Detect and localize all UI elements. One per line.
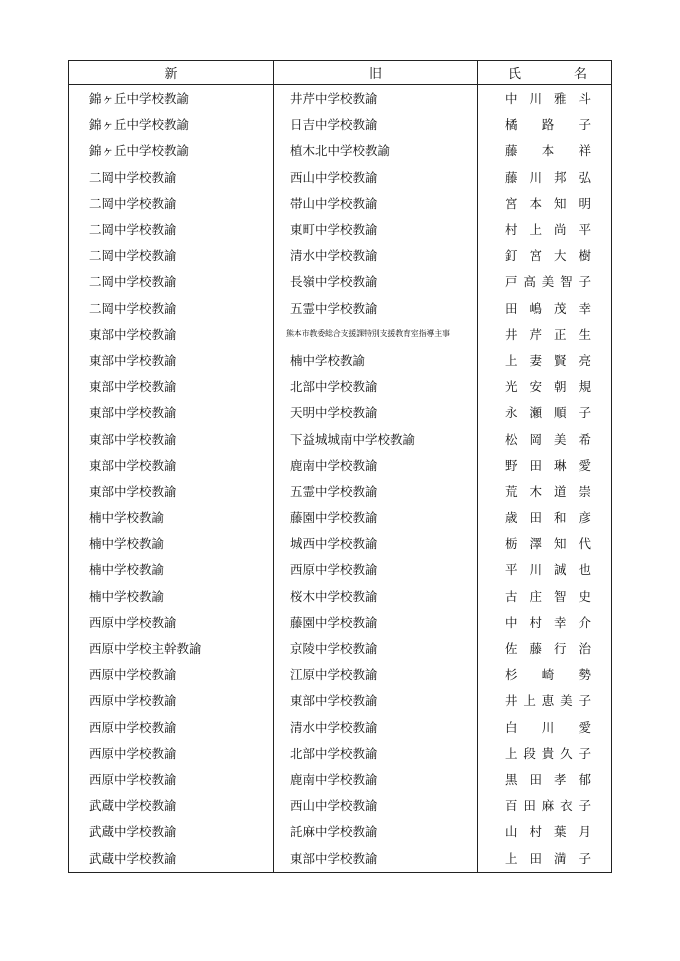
table-row	[69, 216, 612, 242]
table-header	[69, 61, 612, 85]
person-name: 中 村 幸 介	[505, 614, 591, 630]
new-position-cell: 楠中学校教諭	[69, 583, 274, 609]
old-position-cell: 熊本市教委総合支援課特別支援教育室指導主事	[274, 321, 478, 347]
old-position-cell: 植木北中学校教諭	[274, 137, 478, 163]
table-row	[69, 556, 612, 582]
new-position-cell: 西原中学校教諭	[69, 766, 274, 792]
header-name-part-1: 氏	[508, 67, 522, 82]
name-cell	[478, 844, 612, 873]
header-old-position: 旧	[274, 61, 478, 85]
header-name-part-2: 名	[573, 67, 587, 82]
old-position-cell: 東町中学校教諭	[274, 216, 478, 242]
old-position-cell: 天明中学校教諭	[274, 399, 478, 425]
table-row	[69, 373, 612, 399]
person-name: 荒 木 道 崇	[505, 483, 591, 499]
table-row	[69, 792, 612, 818]
old-position-cell: 京陵中学校教諭	[274, 635, 478, 661]
new-position-cell: 錦ヶ丘中学校教諭	[69, 111, 274, 137]
name-cell	[478, 242, 612, 268]
old-position-cell: 清水中学校教諭	[274, 242, 478, 268]
table-row	[69, 190, 612, 216]
name-cell	[478, 530, 612, 556]
new-position-cell: 西原中学校教諭	[69, 687, 274, 713]
table-row	[69, 818, 612, 844]
new-position-cell: 楠中学校教諭	[69, 556, 274, 582]
new-position-cell: 西原中学校教諭	[69, 714, 274, 740]
new-position-cell: 二岡中学校教諭	[69, 295, 274, 321]
person-name: 松 岡 美 希	[505, 431, 591, 447]
person-name: 白 川 愛	[505, 719, 591, 735]
new-position-cell: 東部中学校教諭	[69, 452, 274, 478]
old-position-cell: 桜木中学校教諭	[274, 583, 478, 609]
name-cell	[478, 190, 612, 216]
table-row	[69, 452, 612, 478]
old-position-cell: 藤園中学校教諭	[274, 504, 478, 530]
new-position-cell: 東部中学校教諭	[69, 399, 274, 425]
table-row	[69, 714, 612, 740]
table-row	[69, 242, 612, 268]
name-cell	[478, 661, 612, 687]
person-name: 井 上 恵 美 子	[505, 693, 591, 709]
name-cell	[478, 321, 612, 347]
old-position-cell: 長嶺中学校教諭	[274, 268, 478, 294]
person-name: 野 田 琳 愛	[505, 457, 591, 473]
table-row	[69, 85, 612, 112]
person-name: 田 嶋 茂 幸	[505, 300, 591, 316]
table-row	[69, 687, 612, 713]
name-cell	[478, 111, 612, 137]
new-position-cell: 武蔵中学校教諭	[69, 844, 274, 873]
person-name: 戸 高 美 智 子	[505, 274, 591, 290]
old-position-cell: 西原中学校教諭	[274, 556, 478, 582]
name-cell	[478, 766, 612, 792]
person-name: 上 段 貴 久 子	[505, 745, 591, 761]
new-position-cell: 武蔵中学校教諭	[69, 792, 274, 818]
table-row	[69, 661, 612, 687]
name-cell	[478, 478, 612, 504]
name-cell	[478, 347, 612, 373]
old-position-cell: 城西中学校教諭	[274, 530, 478, 556]
name-cell	[478, 268, 612, 294]
person-name: 中 川 雅 斗	[505, 91, 591, 107]
table-row	[69, 766, 612, 792]
new-position-cell: 西原中学校教諭	[69, 661, 274, 687]
table-row	[69, 844, 612, 873]
person-name: 古 庄 智 史	[505, 588, 591, 604]
old-position-cell: 鹿南中学校教諭	[274, 452, 478, 478]
name-cell	[478, 740, 612, 766]
table-row	[69, 347, 612, 373]
name-cell	[478, 504, 612, 530]
new-position-cell: 二岡中学校教諭	[69, 164, 274, 190]
table-row	[69, 111, 612, 137]
name-cell	[478, 164, 612, 190]
old-position-cell: 託麻中学校教諭	[274, 818, 478, 844]
table-row	[69, 635, 612, 661]
old-position-cell: 東部中学校教諭	[274, 844, 478, 873]
person-name: 上 妻 賢 亮	[505, 352, 591, 368]
header-row	[69, 61, 612, 85]
table-row	[69, 137, 612, 163]
table-row	[69, 321, 612, 347]
table-row	[69, 295, 612, 321]
old-position-cell: 西山中学校教諭	[274, 164, 478, 190]
new-position-cell: 錦ヶ丘中学校教諭	[69, 137, 274, 163]
old-position-cell: 五霊中学校教諭	[274, 478, 478, 504]
new-position-cell: 楠中学校教諭	[69, 504, 274, 530]
name-cell	[478, 216, 612, 242]
person-name: 栃 澤 知 代	[505, 536, 591, 552]
new-position-cell: 東部中学校教諭	[69, 347, 274, 373]
table-row	[69, 504, 612, 530]
table-row	[69, 164, 612, 190]
old-position-cell: 井芹中学校教諭	[274, 85, 478, 112]
name-cell	[478, 714, 612, 740]
name-cell	[478, 687, 612, 713]
name-cell	[478, 399, 612, 425]
name-cell	[478, 583, 612, 609]
new-position-cell: 楠中学校教諭	[69, 530, 274, 556]
header-new-position: 新	[69, 61, 274, 85]
old-position-cell: 西山中学校教諭	[274, 792, 478, 818]
new-position-cell: 東部中学校教諭	[69, 373, 274, 399]
person-name: 橘 路 子	[505, 117, 591, 133]
new-position-cell: 西原中学校主幹教諭	[69, 635, 274, 661]
new-position-cell: 東部中学校教諭	[69, 425, 274, 451]
old-position-cell: 北部中学校教諭	[274, 740, 478, 766]
new-position-cell: 西原中学校教諭	[69, 740, 274, 766]
new-position-cell: 西原中学校教諭	[69, 609, 274, 635]
new-position-cell: 二岡中学校教諭	[69, 268, 274, 294]
person-name: 歳 田 和 彦	[505, 510, 591, 526]
name-cell	[478, 373, 612, 399]
table-row	[69, 530, 612, 556]
table-row	[69, 478, 612, 504]
old-position-cell: 藤園中学校教諭	[274, 609, 478, 635]
table-row	[69, 740, 612, 766]
old-position-cell: 東部中学校教諭	[274, 687, 478, 713]
name-cell	[478, 85, 612, 112]
table-body	[69, 85, 612, 873]
person-name: 村 上 尚 平	[505, 222, 591, 238]
old-position-cell: 下益城城南中学校教諭	[274, 425, 478, 451]
person-name: 釘 宮 大 樹	[505, 248, 591, 264]
new-position-cell: 東部中学校教諭	[69, 321, 274, 347]
person-name: 宮 本 知 明	[505, 195, 591, 211]
new-position-cell: 錦ヶ丘中学校教諭	[69, 85, 274, 112]
old-position-cell: 鹿南中学校教諭	[274, 766, 478, 792]
personnel-transfer-table	[68, 60, 612, 873]
person-name: 井 芹 正 生	[505, 326, 591, 342]
person-name: 杉 崎 勢	[505, 667, 591, 683]
person-name: 永 瀬 順 子	[505, 405, 591, 421]
table-row	[69, 583, 612, 609]
old-position-cell: 清水中学校教諭	[274, 714, 478, 740]
name-cell	[478, 556, 612, 582]
person-name: 黒 田 孝 郁	[505, 771, 591, 787]
old-position-cell: 楠中学校教諭	[274, 347, 478, 373]
name-cell	[478, 452, 612, 478]
name-cell	[478, 818, 612, 844]
header-name	[478, 61, 612, 85]
new-position-cell: 武蔵中学校教諭	[69, 818, 274, 844]
name-cell	[478, 609, 612, 635]
person-name: 光 安 朝 規	[505, 379, 591, 395]
person-name: 藤 本 祥	[505, 143, 591, 159]
new-position-cell: 二岡中学校教諭	[69, 242, 274, 268]
name-cell	[478, 425, 612, 451]
name-cell	[478, 295, 612, 321]
person-name: 藤 川 邦 弘	[505, 169, 591, 185]
new-position-cell: 東部中学校教諭	[69, 478, 274, 504]
person-name: 上 田 満 子	[505, 851, 591, 867]
name-cell	[478, 137, 612, 163]
table-row	[69, 609, 612, 635]
old-position-cell: 北部中学校教諭	[274, 373, 478, 399]
old-position-cell: 五霊中学校教諭	[274, 295, 478, 321]
person-name: 平 川 誠 也	[505, 562, 591, 578]
name-cell	[478, 792, 612, 818]
table-row	[69, 268, 612, 294]
person-name: 佐 藤 行 治	[505, 641, 591, 657]
person-name: 山 村 葉 月	[505, 824, 591, 840]
table-row	[69, 399, 612, 425]
new-position-cell: 二岡中学校教諭	[69, 216, 274, 242]
old-position-cell: 帯山中学校教諭	[274, 190, 478, 216]
name-cell	[478, 635, 612, 661]
table-row	[69, 425, 612, 451]
new-position-cell: 二岡中学校教諭	[69, 190, 274, 216]
person-name: 百 田 麻 衣 子	[505, 798, 591, 814]
old-position-cell: 日吉中学校教諭	[274, 111, 478, 137]
old-position-cell: 江原中学校教諭	[274, 661, 478, 687]
